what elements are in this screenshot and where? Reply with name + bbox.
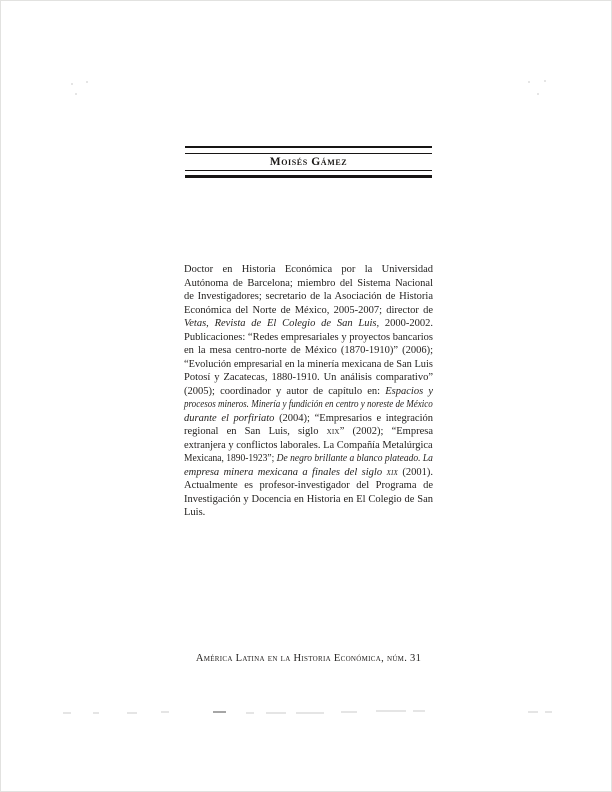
bio-line: empresa minera mexicana a finales del siglo xix (2001). [184,466,433,478]
scan-artifact [127,712,137,714]
scan-artifact [376,710,406,712]
bio-line: Actualmente es profesor-investigador del Programa de [184,480,433,491]
scan-artifact [528,711,538,713]
bio-paragraph [184,263,433,520]
bio-line: extranjera y conflictos laborales. La Compañía Metalúrgica [184,439,433,451]
scan-artifact [296,712,324,714]
scan-artifact [413,710,425,712]
bio-line: regional en San Luis, siglo xix” (2002); “Empresa [184,426,433,437]
scan-artifact [213,711,226,713]
bio-line: Potosí y Zacatecas, 1880-1910. Un análisis comparativo” [184,372,433,383]
scan-artifact [71,83,73,85]
bio-line: Mexicana, 1890-1923”; De negro brillante a blanco plateado. La [184,453,433,464]
scan-artifact [537,93,539,95]
header-rule-bottom-thick [185,175,432,177]
scan-artifact [341,711,357,713]
scan-artifact [266,712,286,714]
bio-line: Autónoma de Barcelona; miembro del Sistema Nacional [184,277,433,289]
bio-line: durante el porfiriato (2004); “Empresarios e integración [184,412,433,424]
bio-line: Investigación y Docencia en Historia en El Colegio de San [184,493,433,505]
author-name: Moisés Gámez [269,156,348,169]
scan-artifact [246,712,254,714]
author-header [185,146,432,178]
journal-footer: América Latina en la Historia Económica, núm. 31 [195,653,422,664]
scan-artifact [545,711,552,713]
scan-artifact [63,712,71,714]
bio-line: Doctor en Historia Económica por la Universidad [184,264,433,275]
bio-line: de Investigadores; secretario de la Asociación de Historia [184,291,433,302]
bio-line: Económica del Norte de México, 2005-2007; director de [184,304,433,316]
bio-line: Luis. [184,507,206,518]
bio-line: procesos mineros. Minería y fundición en centro y noreste de México [184,399,433,410]
bio-line: Publicaciones: “Redes empresariales y proyectos bancarios [184,331,433,343]
bio-line: en la mesa centro-norte de México (1870-1910)” (2006); [184,345,433,356]
scan-artifact [528,81,530,83]
bio-line: (2005); coordinador y autor de capítulo en: Espacios y [184,385,433,397]
scan-artifact [86,81,88,83]
scan-artifact [75,93,77,95]
bio-line: “Evolución empresarial en la minería mexicana de San Luis [184,358,433,370]
scan-artifact [544,80,546,82]
bio-line: Vetas, Revista de El Colegio de San Luis, 2000-2002. [184,318,434,329]
scan-artifact [93,712,99,714]
scan-artifact [161,711,169,713]
